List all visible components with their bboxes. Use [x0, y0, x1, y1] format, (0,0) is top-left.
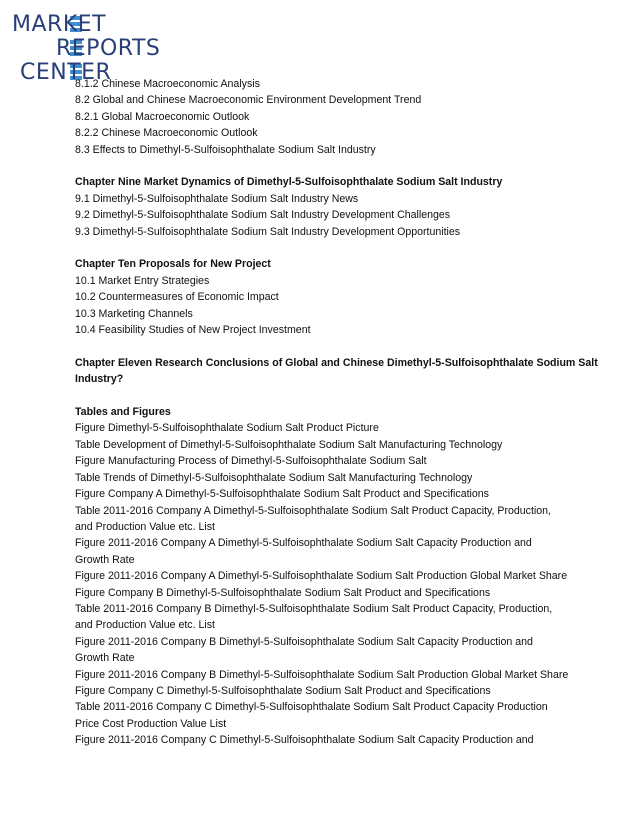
- toc-entry: 9.1 Dimethyl-5-Sulfoisophthalate Sodium Salt Industry News: [75, 192, 359, 205]
- section-heading: Chapter Nine Market Dynamics of Dimethyl-5-Sulfoisophthalate Sodium Salt Industry: [75, 176, 503, 189]
- blank-line: [75, 240, 595, 256]
- toc-entry: 10.4 Feasibility Studies of New Project Investment: [75, 324, 311, 337]
- logo-line-2: REPORTS: [56, 36, 161, 61]
- blank-line: [75, 388, 595, 404]
- logo-line-3: CENTER: [20, 60, 112, 85]
- toc-entry: Table 2011-2016 Company C Dimethyl-5-Sulfoisophthalate Sodium Salt Product Capacity Production: [75, 701, 548, 714]
- logo-line-1: MARKET: [12, 12, 107, 37]
- toc-entry: 8.2.2 Chinese Macroeconomic Outlook: [75, 127, 258, 140]
- blank-line: [75, 158, 595, 174]
- blank-line: [75, 338, 595, 354]
- toc-entry: and Production Value etc. List: [75, 619, 215, 632]
- toc-entry: Table Development of Dimethyl-5-Sulfoisophthalate Sodium Salt Manufacturing Technology: [75, 438, 503, 451]
- toc-entry: 8.3 Effects to Dimethyl-5-Sulfoisophthalate Sodium Salt Industry: [75, 143, 376, 156]
- toc-entry: Figure Manufacturing Process of Dimethyl-5-Sulfoisophthalate Sodium Salt: [75, 455, 427, 468]
- toc-entry: Growth Rate: [75, 553, 135, 566]
- toc-entry: 8.1.2 Chinese Macroeconomic Analysis: [75, 78, 260, 90]
- toc-entry: 10.1 Market Entry Strategies: [75, 274, 210, 287]
- toc-entry: Table Trends of Dimethyl-5-Sulfoisophthalate Sodium Salt Manufacturing Technology: [75, 471, 473, 484]
- toc-entry: 9.2 Dimethyl-5-Sulfoisophthalate Sodium Salt Industry Development Challenges: [75, 209, 451, 222]
- toc-entry: 9.3 Dimethyl-5-Sulfoisophthalate Sodium Salt Industry Development Opportunities: [75, 225, 461, 238]
- toc-entry: 8.2.1 Global Macroeconomic Outlook: [75, 110, 250, 123]
- toc-entry: Figure Company A Dimethyl-5-Sulfoisophthalate Sodium Salt Product and Specifications: [75, 488, 489, 501]
- toc-entry: Figure 2011-2016 Company A Dimethyl-5-Sulfoisophthalate Sodium Salt Production Global Market Share: [75, 570, 568, 583]
- document-body: [75, 76, 598, 749]
- toc-entry: Figure Company B Dimethyl-5-Sulfoisophthalate Sodium Salt Product and Specifications: [75, 586, 491, 599]
- toc-entry: Figure 2011-2016 Company A Dimethyl-5-Sulfoisophthalate Sodium Salt Capacity Production and: [75, 537, 532, 550]
- toc-entry: Figure 2011-2016 Company B Dimethyl-5-Sulfoisophthalate Sodium Salt Capacity Production and: [75, 635, 533, 648]
- market-reports-center-logo: [12, 10, 172, 85]
- toc-entry: 10.3 Marketing Channels: [75, 307, 193, 320]
- toc-entry: Table 2011-2016 Company B Dimethyl-5-Sulfoisophthalate Sodium Salt Product Capacity, Production,: [75, 602, 553, 615]
- section-heading: Chapter Ten Proposals for New Project: [75, 258, 271, 271]
- toc-entry: Price Cost Production Value List: [75, 717, 227, 730]
- toc-entry: Table 2011-2016 Company A Dimethyl-5-Sulfoisophthalate Sodium Salt Product Capacity, Production,: [75, 504, 552, 517]
- toc-entry: Figure Dimethyl-5-Sulfoisophthalate Sodium Salt Product Picture: [75, 422, 379, 435]
- toc-entry: Figure 2011-2016 Company B Dimethyl-5-Sulfoisophthalate Sodium Salt Production Global Market Share: [75, 668, 569, 681]
- toc-entry: and Production Value etc. List: [75, 520, 215, 533]
- toc-entry: Figure Company C Dimethyl-5-Sulfoisophthalate Sodium Salt Product and Specifications: [75, 684, 491, 697]
- toc-entry: Figure 2011-2016 Company C Dimethyl-5-Sulfoisophthalate Sodium Salt Capacity Production and: [75, 734, 534, 747]
- section-heading: Industry?: [75, 373, 124, 386]
- toc-entry: 10.2 Countermeasures of Economic Impact: [75, 291, 279, 304]
- toc-entry: 8.2 Global and Chinese Macroeconomic Environment Development Trend: [75, 94, 422, 107]
- section-heading: Chapter Eleven Research Conclusions of Global and Chinese Dimethyl-5-Sulfoisophthalate Sodium Salt: [75, 356, 598, 369]
- section-heading: Tables and Figures: [75, 406, 171, 419]
- toc-entry: Growth Rate: [75, 652, 135, 665]
